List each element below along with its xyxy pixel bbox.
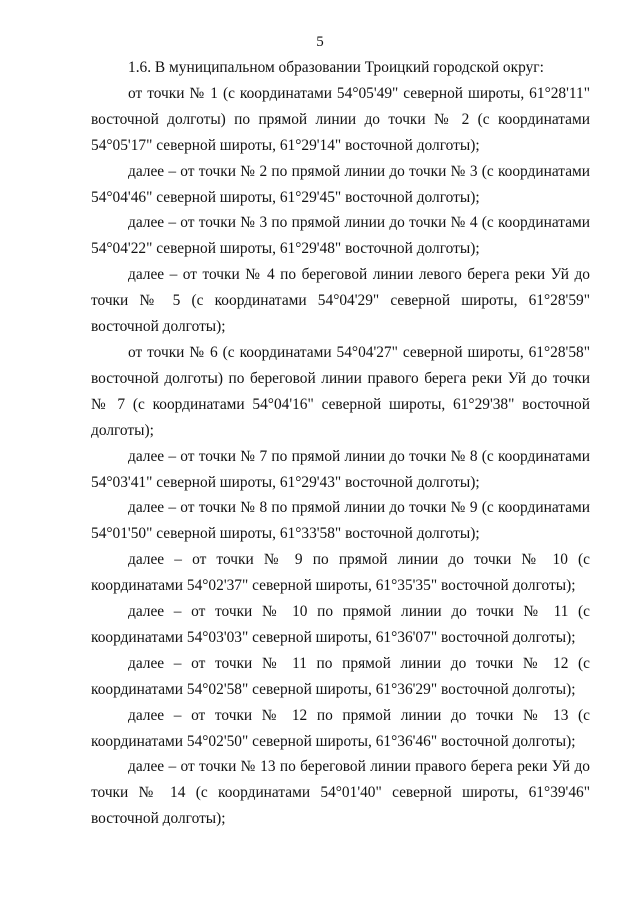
boundary-paragraph: далее – от точки № 4 по береговой линии левого берега реки Уй до точки № 5 (с координатами 54°04'29" северной широты, 61°28'59" восточной долготы); bbox=[91, 266, 590, 336]
boundary-paragraph: далее – от точки № 8 по прямой линии до точки № 9 (с координатами 54°01'50" северной широты, 61°33'58" восточной долготы); bbox=[91, 499, 590, 543]
boundary-paragraph: далее – от точки № 12 по прямой линии до точки № 13 (с координатами 54°02'50" северной широты, 61°36'46" восточной долготы); bbox=[91, 706, 590, 750]
boundary-paragraph: далее – от точки № 7 по прямой линии до точки № 8 (с координатами 54°03'41" северной широты, 61°29'43" восточной долготы); bbox=[91, 447, 590, 491]
boundary-paragraph: от точки № 1 (с координатами 54°05'49" северной широты, 61°28'11" восточной долготы) по прямой линии до точки № 2 (с координатами 54°05'17" северной широты, 61°29'14" восточной долготы); bbox=[91, 84, 590, 154]
document-body bbox=[91, 55, 590, 832]
section-heading: 1.6. В муниципальном образовании Троицкий городской округ: bbox=[128, 59, 544, 76]
boundary-paragraph: далее – от точки № 13 по береговой линии правого берега реки Уй до точки № 14 (с координатами 54°01'40" северной широты, 61°39'46" восточной долготы); bbox=[91, 758, 590, 828]
boundary-paragraph: далее – от точки № 11 по прямой линии до точки № 12 (с координатами 54°02'58" северной широты, 61°36'29" восточной долготы); bbox=[91, 654, 590, 698]
boundary-paragraph: далее – от точки № 9 по прямой линии до точки № 10 (с координатами 54°02'37" северной широты, 61°35'35" восточной долготы); bbox=[91, 551, 590, 595]
boundary-paragraph: далее – от точки № 2 по прямой линии до точки № 3 (с координатами 54°04'46" северной широты, 61°29'45" восточной долготы); bbox=[91, 162, 590, 206]
boundary-paragraph: далее – от точки № 3 по прямой линии до точки № 4 (с координатами 54°04'22" северной широты, 61°29'48" восточной долготы); bbox=[91, 214, 590, 258]
page-number: 5 bbox=[316, 34, 324, 50]
boundary-paragraph: от точки № 6 (с координатами 54°04'27" северной широты, 61°28'58" восточной долготы) по береговой линии правого берега реки Уй до точки № 7 (с координатами 54°04'16" северной широты, 61°29'38" восточной долготы); bbox=[91, 343, 590, 439]
boundary-paragraph: далее – от точки № 10 по прямой линии до точки № 11 (с координатами 54°03'03" северной широты, 61°36'07" восточной долготы); bbox=[91, 603, 590, 646]
